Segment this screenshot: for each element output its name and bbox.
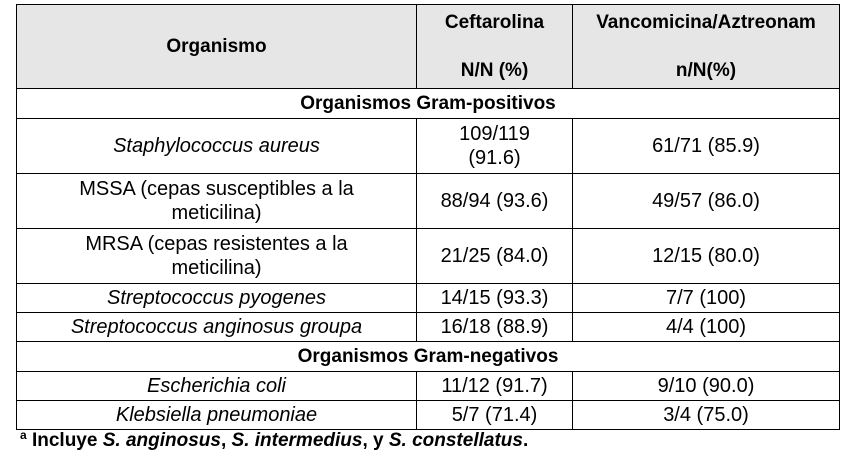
organism-cell [17, 174, 417, 229]
footnote-sep-1: , [220, 430, 232, 451]
table-row [17, 401, 840, 430]
organism-line2: meticilina) [171, 202, 262, 224]
header-comparator-unit: n/N(%) [675, 59, 737, 81]
table-row [17, 284, 840, 313]
table-row [17, 119, 840, 174]
header-comparator [573, 5, 840, 89]
footnote-species-3: S. constellatus [388, 430, 523, 451]
comparator-cell: 4/4 (100) [573, 313, 840, 342]
header-ceftaroline [417, 5, 573, 89]
organism-cell: Streptococcus anginosus groupa [17, 313, 417, 342]
header-comparator-name: Vancomicina/Aztreonam [596, 11, 816, 33]
table-row [17, 372, 840, 401]
section-gram-negative: Organismos Gram-negativos [17, 342, 840, 372]
ceftaroline-cell: 16/18 (88.9) [417, 313, 573, 342]
footnote-species-2: S. intermedius [231, 430, 363, 451]
organism-line1: MRSA (cepas resistentes a la [85, 233, 348, 255]
header-ceftaroline-name: Ceftarolina [444, 11, 545, 33]
comparator-cell: 12/15 (80.0) [573, 229, 840, 284]
section-row-gram-negative [17, 342, 840, 372]
header-ceftaroline-unit: N/N (%) [460, 59, 529, 81]
ceftaroline-cell: 11/12 (91.7) [417, 372, 573, 401]
comparator-cell: 9/10 (90.0) [573, 372, 840, 401]
ceftaroline-cell: 5/7 (71.4) [417, 401, 573, 430]
efficacy-table [16, 4, 840, 430]
organism-cell: Klebsiella pneumoniae [17, 401, 417, 430]
organism-line2: meticilina) [171, 257, 262, 279]
table-row [17, 229, 840, 284]
ceftaroline-cell: 14/15 (93.3) [417, 284, 573, 313]
footnote-marker: a [20, 428, 27, 442]
ceftaroline-cell: 88/94 (93.6) [417, 174, 573, 229]
organism-cell [17, 229, 417, 284]
comparator-cell: 3/4 (75.0) [573, 401, 840, 430]
footnote-suffix: . [522, 430, 529, 451]
comparator-cell: 7/7 (100) [573, 284, 840, 313]
organism-cell: Escherichia coli [17, 372, 417, 401]
ceftaroline-percent: (91.6) [468, 147, 521, 169]
comparator-cell: 61/71 (85.9) [573, 119, 840, 174]
header-row [17, 5, 840, 89]
footnote [20, 428, 528, 452]
ceftaroline-cell [417, 119, 573, 174]
section-gram-positive: Organismos Gram-positivos [17, 89, 840, 119]
section-row-gram-positive [17, 89, 840, 119]
organism-cell: Streptococcus pyogenes [17, 284, 417, 313]
footnote-prefix: Incluye [31, 430, 103, 451]
table-row [17, 313, 840, 342]
ceftaroline-cell: 21/25 (84.0) [417, 229, 573, 284]
header-organism: Organismo [17, 5, 417, 89]
comparator-cell: 49/57 (86.0) [573, 174, 840, 229]
table-row [17, 174, 840, 229]
ceftaroline-value: 109/119 [459, 123, 530, 145]
organism-cell: Staphylococcus aureus [17, 119, 417, 174]
footnote-sep-2: , y [362, 430, 389, 451]
footnote-species-1: S. anginosus [102, 430, 221, 451]
organism-line1: MSSA (cepas susceptibles a la [79, 178, 354, 200]
